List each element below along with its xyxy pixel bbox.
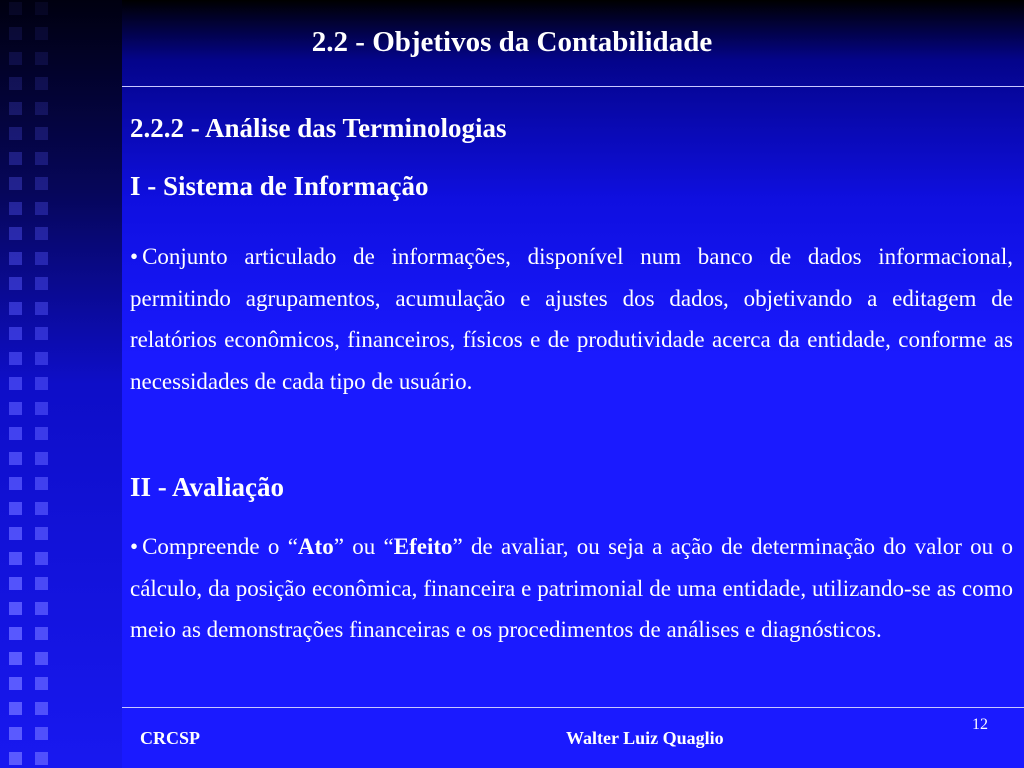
decorative-square: [9, 452, 22, 465]
decorative-square: [35, 552, 48, 565]
decorative-square: [35, 77, 48, 90]
decorative-square: [9, 352, 22, 365]
decorative-square: [9, 402, 22, 415]
part1-heading: I - Sistema de Informação: [130, 171, 429, 201]
decorative-square: [9, 577, 22, 590]
decorative-square: [9, 27, 22, 40]
decorative-square: [9, 302, 22, 315]
decorative-square: [9, 527, 22, 540]
decorative-square: [9, 102, 22, 115]
part2-text-b: ” ou “: [333, 534, 394, 559]
decorative-square: [35, 302, 48, 315]
decorative-square: [9, 377, 22, 390]
part2-text-a: Compreende o “: [142, 534, 298, 559]
decorative-square: [9, 252, 22, 265]
decorative-square: [35, 502, 48, 515]
decorative-square: [35, 702, 48, 715]
decorative-square: [35, 2, 48, 15]
decorative-square: [35, 402, 48, 415]
decorative-square: [9, 552, 22, 565]
decorative-square: [9, 652, 22, 665]
part2-paragraph: [130, 526, 1013, 651]
decorative-square: [35, 602, 48, 615]
slide-title: 2.2 - Objetivos da Contabilidade: [311, 26, 713, 58]
decorative-square: [9, 702, 22, 715]
decorative-square: [9, 752, 22, 765]
decorative-square: [9, 427, 22, 440]
decorative-square: [9, 502, 22, 515]
decorative-square: [35, 677, 48, 690]
decorative-square: [9, 727, 22, 740]
decorative-square: [35, 152, 48, 165]
decorative-square: [9, 477, 22, 490]
decorative-square: [35, 52, 48, 65]
decorative-square: [9, 77, 22, 90]
decorative-square: [35, 202, 48, 215]
decorative-square: [35, 127, 48, 140]
decorative-square: [9, 227, 22, 240]
page-number: 12: [972, 716, 988, 733]
decorative-square: [35, 427, 48, 440]
decorative-square: [35, 477, 48, 490]
part2-bold-efeito: Efeito: [393, 534, 453, 559]
decorative-square: [9, 327, 22, 340]
footer-author: Walter Luiz Quaglio: [566, 728, 724, 748]
part1-paragraph: [130, 236, 1013, 402]
bottom-divider: [122, 707, 1024, 708]
decorative-square: [35, 177, 48, 190]
top-divider: [122, 86, 1024, 87]
decorative-square: [9, 177, 22, 190]
decorative-square: [35, 102, 48, 115]
bullet-icon: •: [130, 534, 139, 559]
footer-left: CRCSP: [140, 728, 201, 748]
decorative-square: [35, 377, 48, 390]
decorative-square: [35, 752, 48, 765]
decorative-square: [9, 277, 22, 290]
decorative-square: [35, 227, 48, 240]
decorative-square: [35, 652, 48, 665]
decorative-square: [9, 2, 22, 15]
decorative-square: [35, 327, 48, 340]
decorative-square: [9, 627, 22, 640]
part2-heading: II - Avaliação: [130, 472, 284, 502]
decorative-square: [35, 452, 48, 465]
decorative-square: [35, 352, 48, 365]
decorative-squares: [0, 0, 122, 768]
decorative-square: [9, 202, 22, 215]
decorative-square: [35, 252, 48, 265]
decorative-square: [9, 52, 22, 65]
decorative-square: [9, 602, 22, 615]
decorative-square: [35, 277, 48, 290]
bullet-icon: •: [130, 244, 139, 269]
decorative-square: [9, 677, 22, 690]
part1-text: Conjunto articulado de informações, disponível num banco de dados informacional, permitindo agrupamentos, acumulação e ajustes dos dados, objetivando a editagem de relatórios econômicos, financeiros, físicos e de produtividade acerca da entidade, conforme as necessidades de cada tipo de usuário.: [130, 244, 1013, 394]
decorative-square: [35, 527, 48, 540]
section-heading: 2.2.2 - Análise das Terminologias: [130, 113, 507, 143]
decorative-square: [35, 577, 48, 590]
decorative-square: [35, 27, 48, 40]
decorative-square: [9, 127, 22, 140]
decorative-square: [9, 152, 22, 165]
decorative-square: [35, 627, 48, 640]
part2-text-c: ” de avaliar, ou seja a ação de determinação do valor ou o cálculo, da posição econômica, financeira e patrimonial de uma entidade, utilizando-se as como meio as demonstrações financeiras e os procedimentos de análises e diagnósticos.: [130, 534, 1013, 642]
part2-bold-ato: Ato: [297, 534, 334, 559]
decorative-square: [35, 727, 48, 740]
